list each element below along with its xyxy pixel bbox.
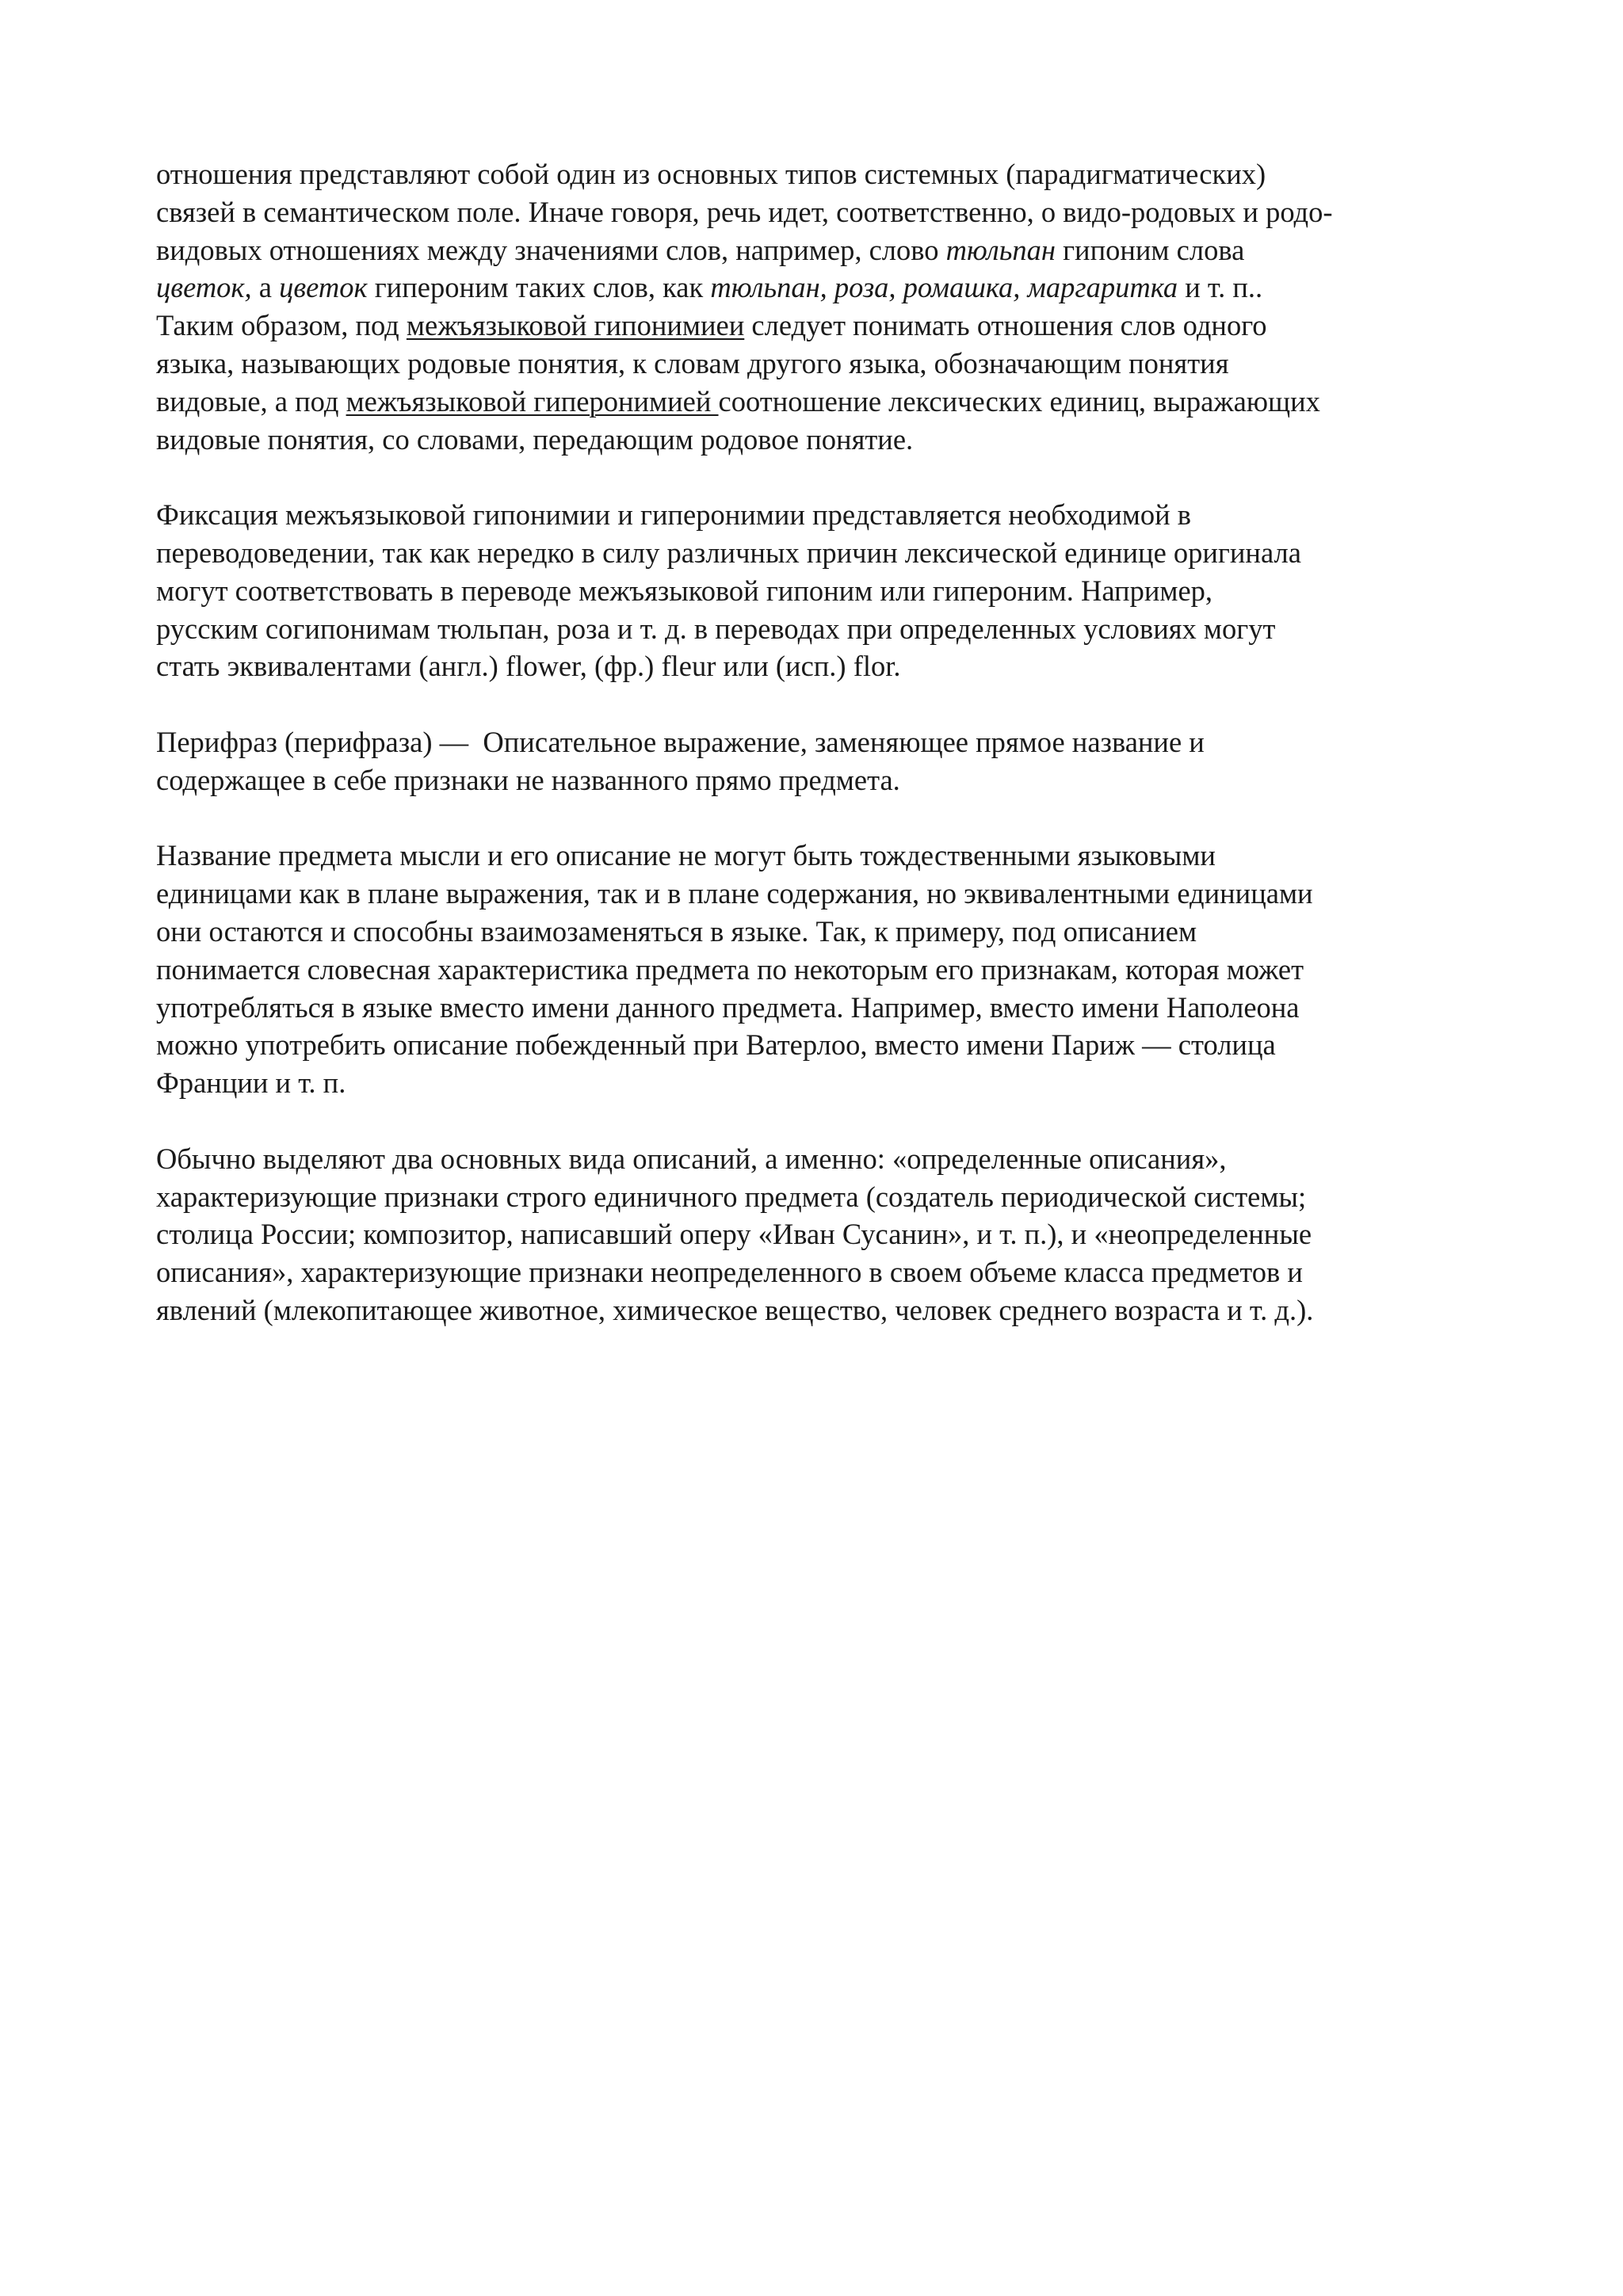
text-line: Обычно выделяют два основных вида описаний, а именно: «определенные описания», — [156, 1142, 1227, 1175]
text-line: отношения представляют собой один из основных типов системных (парадигматических) — [156, 158, 1266, 190]
text-line: описания», характеризующие признаки неопределенного в своем объеме класса предметов и — [156, 1256, 1303, 1289]
text-line: Название предмета мысли и его описание не могут быть тождественными языковыми — [156, 839, 1216, 872]
italic-term: тюльпан, роза, ромашка, маргаритка — [710, 271, 1178, 304]
text-line: русским согипонимам тюльпан, роза и т. д. в переводах при определенных условиях могут — [156, 612, 1276, 645]
text-line: они остаются и способны взаимозаменяться в языке. Так, к примеру, под описанием — [156, 914, 1197, 948]
text-line — [156, 269, 1503, 307]
text-span: гипоним слова — [1055, 233, 1245, 266]
text-line: Перифраз (перифраза) — Описательное выражение, заменяющее прямое название и — [156, 725, 1205, 758]
text-span: а — [251, 271, 280, 304]
text-span: соотношение лексических единиц, выражающих — [718, 384, 1320, 418]
text-line — [156, 231, 1503, 269]
text-line: содержащее в себе признаки не названного прямо предмета. — [156, 763, 900, 796]
text-line: стать эквивалентами (англ.) flower, (фр.) fleur или (исп.) flor. — [156, 650, 901, 683]
text-line: можно употребить описание побежденный при Ватерлоо, вместо имени Париж — столица — [156, 1028, 1276, 1062]
underlined-term: межъязыковой гипонимиеи — [406, 309, 745, 342]
text-line: языка, называющих родовые понятия, к словам другого языка, обозначающим понятия — [156, 346, 1229, 379]
italic-term: цветок, — [156, 271, 252, 304]
paragraph-periphrasis-definition — [156, 723, 1503, 799]
text-line: употребляться в языке вместо имени данного предмета. Например, вместо имени Наполеона — [156, 990, 1300, 1024]
document-body — [156, 155, 1503, 1367]
text-line: видовые понятия, со словами, передающим родовое понятие. — [156, 422, 914, 456]
text-line: Франции и т. п. — [156, 1066, 346, 1100]
text-span: видовые, а под — [156, 384, 346, 418]
text-span: следует понимать отношения слов одного — [744, 309, 1267, 342]
paragraph-fixation — [156, 496, 1503, 685]
italic-term: цветок — [279, 271, 368, 304]
text-line: единицами как в плане выражения, так и в плане содержания, но эквивалентными единицами — [156, 877, 1313, 910]
text-line: характеризующие признаки строго единичного предмета (создатель периодической системы; — [156, 1180, 1307, 1213]
text-line: переводоведении, так как нередко в силу различных причин лексической единице оригинала — [156, 536, 1301, 569]
text-line: могут соответствовать в переводе межъязыковой гипоним или гипероним. Например, — [156, 574, 1213, 607]
text-span: и т. п.. — [1178, 271, 1263, 304]
underlined-term: межъязыковой гиперонимией — [346, 384, 719, 418]
paragraph-description-types — [156, 1140, 1503, 1329]
paragraph-description — [156, 837, 1503, 1102]
text-line: явлений (млекопитающее животное, химическое вещество, человек среднего возраста и т. д.). — [156, 1293, 1314, 1326]
text-line — [156, 307, 1503, 345]
text-span: видовых отношениях между значениями слов, например, слово — [156, 233, 946, 266]
text-span: Таким образом, под — [156, 309, 407, 342]
text-span: гипероним таких слов, как — [367, 271, 711, 304]
text-line: столица России; композитор, написавший оперу «Иван Сусанин», и т. п.), и «неопределенные — [156, 1218, 1312, 1251]
paragraph-hyponymy — [156, 155, 1503, 458]
text-line: понимается словесная характеристика предмета по некоторым его признакам, которая может — [156, 952, 1304, 986]
text-line — [156, 383, 1503, 421]
italic-term: тюльпан — [945, 233, 1056, 266]
text-line: связей в семантическом поле. Иначе говоря, речь идет, соответственно, о видо-родовых и родо- — [156, 195, 1333, 228]
text-line: Фиксация межъязыковой гипонимии и гиперонимии представляется необходимой в — [156, 498, 1191, 532]
